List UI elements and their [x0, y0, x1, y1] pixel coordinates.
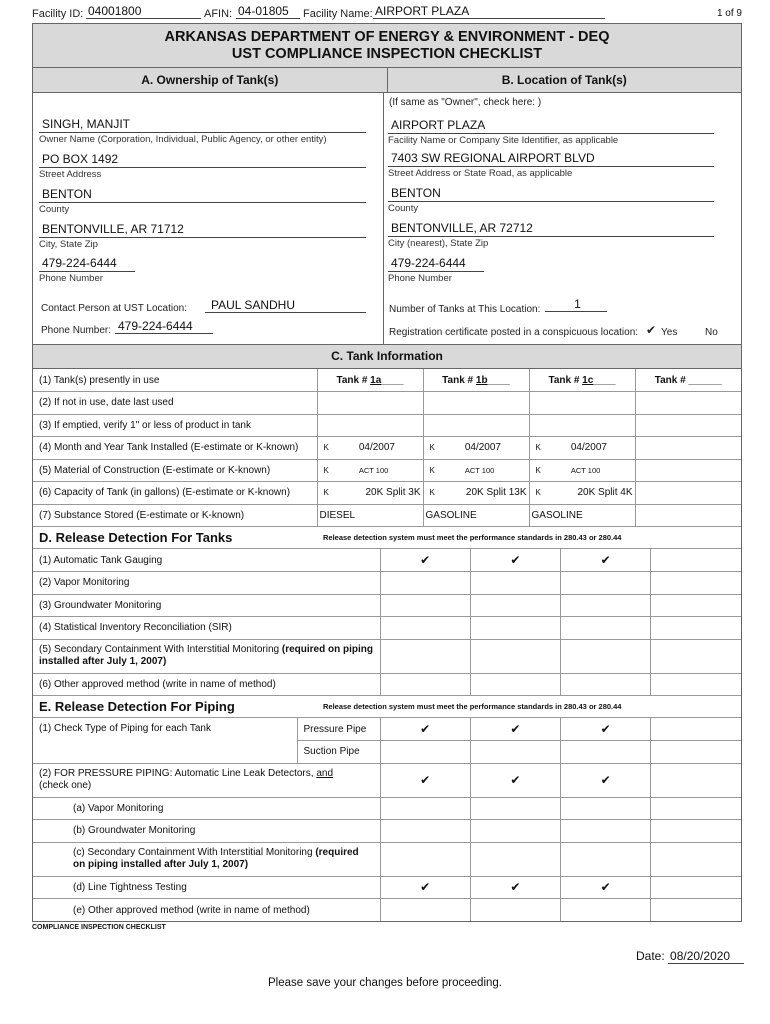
- cell[interactable]: K 04/2007: [423, 437, 529, 460]
- registration-label: Registration certificate posted in a conspicuous location:: [389, 327, 639, 338]
- row-label: (1) Tank(s) presently in use: [33, 369, 317, 392]
- owner-county-field[interactable]: BENTON: [39, 187, 366, 203]
- check-cell[interactable]: [470, 594, 560, 617]
- table-row: [33, 572, 741, 595]
- check-cell[interactable]: [470, 673, 560, 696]
- check-cell[interactable]: [561, 820, 651, 843]
- owner-name-caption: Owner Name (Corporation, Individual, Public Agency, or other entity): [39, 134, 327, 145]
- table-row: [33, 617, 741, 640]
- check-cell[interactable]: [561, 741, 651, 764]
- row-label: (2) Vapor Monitoring: [33, 572, 380, 595]
- check-cell[interactable]: [380, 673, 470, 696]
- row-label: (c) Secondary Containment With Interstitial Monitoring (required on piping installed after July 1, 2007): [33, 842, 380, 876]
- column-divider: [383, 93, 384, 344]
- check-cell[interactable]: [380, 741, 470, 764]
- cell[interactable]: K 04/2007: [317, 437, 423, 460]
- cell[interactable]: [635, 414, 741, 437]
- check-cell[interactable]: [561, 797, 651, 820]
- facility-id-label: Facility ID:: [32, 8, 84, 20]
- check-cell[interactable]: [651, 617, 741, 640]
- form-footer-name: COMPLIANCE INSPECTION CHECKLIST: [32, 924, 166, 931]
- check-cell[interactable]: [380, 639, 470, 673]
- cell[interactable]: [529, 392, 635, 415]
- row-label: (b) Groundwater Monitoring: [33, 820, 380, 843]
- cell[interactable]: [635, 437, 741, 460]
- check-cell[interactable]: ✔: [380, 718, 470, 741]
- check-cell[interactable]: [561, 842, 651, 876]
- row-label: (3) If emptied, verify 1" or less of product in tank: [33, 414, 317, 437]
- table-row: [33, 876, 741, 899]
- tank-1-id[interactable]: 1a: [370, 374, 382, 386]
- row-label: (1) Automatic Tank Gauging: [33, 549, 380, 572]
- check-cell[interactable]: [651, 549, 741, 572]
- check-cell[interactable]: [651, 572, 741, 595]
- check-cell[interactable]: ✔: [380, 763, 470, 797]
- check-cell[interactable]: [651, 842, 741, 876]
- owner-name-field[interactable]: SINGH, MANJIT: [39, 117, 366, 133]
- tank-4-header: Tank # ______: [635, 369, 741, 392]
- registration-no-label: No: [705, 327, 718, 338]
- cell[interactable]: [423, 392, 529, 415]
- location-name-group: [388, 118, 714, 146]
- cell[interactable]: K 20K Split 4K: [529, 482, 635, 505]
- row-label: (e) Other approved method (write in name of method): [33, 899, 380, 922]
- section-d-note: Release detection system must meet the performance standards in 280.43 or 280.44: [323, 533, 622, 542]
- cell[interactable]: [635, 459, 741, 482]
- check-cell[interactable]: [651, 639, 741, 673]
- contact-phone-field[interactable]: 479-224-6444: [115, 319, 213, 334]
- facility-name-label: Facility Name:: [303, 8, 373, 20]
- check-cell[interactable]: [380, 820, 470, 843]
- check-cell[interactable]: [380, 797, 470, 820]
- table-row: [33, 459, 741, 482]
- cell[interactable]: K ACT 100: [529, 459, 635, 482]
- check-cell[interactable]: [380, 899, 470, 922]
- row-label: (5) Secondary Containment With Interstitial Monitoring (required on piping installed after July 1, 2007): [33, 639, 380, 673]
- check-cell[interactable]: [470, 842, 560, 876]
- check-cell[interactable]: [380, 594, 470, 617]
- check-cell[interactable]: [651, 899, 741, 922]
- row-label: (6) Capacity of Tank (in gallons) (E-estimate or K-known): [33, 482, 317, 505]
- checklist-form: [32, 23, 742, 922]
- check-cell[interactable]: [561, 572, 651, 595]
- row-label: (6) Other approved method (write in name of method): [33, 673, 380, 696]
- check-cell[interactable]: ✔: [561, 549, 651, 572]
- check-cell[interactable]: [380, 617, 470, 640]
- owner-street-field[interactable]: PO BOX 1492: [39, 152, 366, 168]
- check-cell[interactable]: [651, 797, 741, 820]
- table-row: [33, 899, 741, 922]
- afin-field[interactable]: 04-01805: [236, 4, 300, 19]
- check-cell[interactable]: ✔: [380, 549, 470, 572]
- page-indicator: 1 of 9: [716, 8, 742, 19]
- cell[interactable]: DIESEL: [317, 504, 423, 527]
- title-line-1: ARKANSAS DEPARTMENT OF ENERGY & ENVIRONMENT - DEQ: [164, 29, 610, 45]
- location-street-field[interactable]: 7403 SW REGIONAL AIRPORT BLVD: [388, 151, 714, 167]
- check-cell[interactable]: [470, 741, 560, 764]
- section-b-title: B. Location of Tank(s): [501, 73, 627, 87]
- owner-city-group: [39, 222, 366, 250]
- owner-name-group: [39, 117, 366, 145]
- table-row: [33, 763, 741, 797]
- registration-yes-label: Yes: [661, 327, 678, 338]
- table-row: [33, 482, 741, 505]
- piping-release-table: [33, 718, 741, 921]
- number-of-tanks-field[interactable]: 1: [545, 297, 607, 312]
- check-cell[interactable]: [651, 594, 741, 617]
- location-name-field[interactable]: AIRPORT PLAZA: [388, 118, 714, 134]
- cell[interactable]: [635, 392, 741, 415]
- location-phone-group: [388, 256, 484, 284]
- check-cell[interactable]: ✔: [470, 876, 560, 899]
- table-row: [33, 842, 741, 876]
- location-city-caption: City (nearest), State Zip: [388, 238, 489, 249]
- section-e-note: Release detection system must meet the performance standards in 280.43 or 280.44: [323, 702, 622, 711]
- location-phone-field[interactable]: 479-224-6444: [388, 256, 484, 272]
- table-row: [33, 392, 741, 415]
- section-c-title: C. Tank Information: [33, 345, 741, 369]
- section-ab-header: [33, 68, 741, 93]
- owner-phone-field[interactable]: 479-224-6444: [39, 256, 135, 272]
- check-cell[interactable]: [470, 572, 560, 595]
- row-label: (7) Substance Stored (E-estimate or K-known): [33, 504, 317, 527]
- tank-3-id[interactable]: 1c: [582, 374, 594, 386]
- row-label: (1) Check Type of Piping for each Tank: [33, 718, 297, 763]
- check-cell[interactable]: ✔: [470, 549, 560, 572]
- check-cell[interactable]: [561, 639, 651, 673]
- location-street-caption: Street Address or State Road, as applicable: [388, 168, 573, 179]
- check-cell[interactable]: [561, 594, 651, 617]
- owner-street-group: [39, 152, 366, 180]
- tank-4-id[interactable]: ______: [688, 374, 722, 386]
- row-label: (3) Groundwater Monitoring: [33, 594, 380, 617]
- date-field[interactable]: 08/20/2020: [668, 949, 744, 964]
- check-cell[interactable]: [651, 820, 741, 843]
- tank-info-table: [33, 369, 741, 527]
- check-cell[interactable]: [651, 718, 741, 741]
- cell[interactable]: [635, 482, 741, 505]
- check-cell[interactable]: ✔: [470, 763, 560, 797]
- cell[interactable]: [529, 414, 635, 437]
- check-cell[interactable]: ✔: [380, 876, 470, 899]
- date-group: [636, 949, 744, 964]
- contact-person-label: Contact Person at UST Location:: [41, 303, 188, 314]
- row-label: (d) Line Tightness Testing: [33, 876, 380, 899]
- owner-street-caption: Street Address: [39, 169, 102, 180]
- check-cell[interactable]: [651, 673, 741, 696]
- cell[interactable]: [423, 414, 529, 437]
- location-phone-caption: Phone Number: [388, 273, 452, 284]
- ownership-location-block: [33, 93, 741, 345]
- table-row: [33, 414, 741, 437]
- cell[interactable]: [317, 392, 423, 415]
- cell[interactable]: GASOLINE: [529, 504, 635, 527]
- location-name-caption: Facility Name or Company Site Identifier, as applicable: [388, 135, 619, 146]
- location-county-group: [388, 186, 714, 214]
- facility-name-field[interactable]: AIRPORT PLAZA: [373, 4, 605, 19]
- owner-phone-caption: Phone Number: [39, 273, 103, 284]
- table-row: [33, 673, 741, 696]
- tank-release-table: [33, 549, 741, 696]
- row-label: (4) Statistical Inventory Reconciliation (SIR): [33, 617, 380, 640]
- cell[interactable]: K ACT 100: [423, 459, 529, 482]
- tank-2-id[interactable]: 1b: [475, 374, 488, 386]
- same-as-owner-note: (If same as "Owner", check here: ): [389, 97, 542, 108]
- tank-3-header: Tank # 1c____: [529, 369, 635, 392]
- check-cell[interactable]: ✔: [561, 718, 651, 741]
- header-line: [32, 4, 742, 22]
- check-cell[interactable]: [470, 899, 560, 922]
- cell[interactable]: [635, 504, 741, 527]
- section-d-header: [33, 527, 741, 549]
- check-cell[interactable]: [651, 876, 741, 899]
- row-label: (4) Month and Year Tank Installed (E-estimate or K-known): [33, 437, 317, 460]
- row-label: (2) FOR PRESSURE PIPING: Automatic Line Leak Detectors, and (check one): [33, 763, 380, 797]
- location-street-group: [388, 151, 714, 179]
- section-e-title: E. Release Detection For Piping: [39, 699, 235, 714]
- save-message: Please save your changes before proceeding.: [268, 977, 502, 989]
- suction-pipe-label: Suction Pipe: [297, 741, 380, 764]
- facility-id-field[interactable]: 04001800: [86, 4, 201, 19]
- row-label: (a) Vapor Monitoring: [33, 797, 380, 820]
- owner-county-caption: County: [39, 204, 70, 215]
- row-label: (2) If not in use, date last used: [33, 392, 317, 415]
- section-a-title: A. Ownership of Tank(s): [33, 68, 388, 92]
- table-row: [33, 594, 741, 617]
- check-cell[interactable]: ✔: [561, 876, 651, 899]
- location-city-group: [388, 221, 714, 249]
- check-cell[interactable]: [470, 797, 560, 820]
- cell[interactable]: K 04/2007: [529, 437, 635, 460]
- check-cell[interactable]: [651, 741, 741, 764]
- table-row: [33, 639, 741, 673]
- cell[interactable]: K 20K Split 3K: [317, 482, 423, 505]
- check-cell[interactable]: [380, 842, 470, 876]
- check-cell[interactable]: [651, 763, 741, 797]
- date-label: Date:: [636, 949, 665, 963]
- table-row: [33, 718, 741, 741]
- owner-city-caption: City, State Zip: [39, 239, 98, 250]
- location-county-caption: County: [388, 203, 419, 214]
- cell[interactable]: K ACT 100: [317, 459, 423, 482]
- owner-county-group: [39, 187, 366, 215]
- table-row: [33, 504, 741, 527]
- cell[interactable]: K 20K Split 13K: [423, 482, 529, 505]
- cell[interactable]: [317, 414, 423, 437]
- check-cell[interactable]: ✔: [561, 763, 651, 797]
- section-e-header: [33, 696, 741, 718]
- tank-1-header: Tank # 1a____: [317, 369, 423, 392]
- number-of-tanks-label: Number of Tanks at This Location:: [389, 304, 541, 315]
- owner-city-field[interactable]: BENTONVILLE, AR 71712: [39, 222, 366, 238]
- cell[interactable]: GASOLINE: [423, 504, 529, 527]
- table-row: [33, 820, 741, 843]
- contact-phone-label: Phone Number:: [41, 325, 112, 336]
- afin-label: AFIN:: [204, 8, 233, 20]
- registration-yes-check[interactable]: ✔: [646, 323, 657, 337]
- contact-person-field[interactable]: PAUL SANDHU: [205, 298, 366, 313]
- check-cell[interactable]: [470, 820, 560, 843]
- check-cell[interactable]: [561, 673, 651, 696]
- title-line-2: UST COMPLIANCE INSPECTION CHECKLIST: [231, 46, 543, 62]
- check-cell[interactable]: ✔: [470, 718, 560, 741]
- check-cell[interactable]: [470, 617, 560, 640]
- table-row: [33, 369, 741, 392]
- form-title: [33, 24, 741, 68]
- table-row: [33, 549, 741, 572]
- location-city-field[interactable]: BENTONVILLE, AR 72712: [388, 221, 714, 237]
- location-county-field[interactable]: BENTON: [388, 186, 714, 202]
- table-row: [33, 797, 741, 820]
- tank-2-header: Tank # 1b____: [423, 369, 529, 392]
- pressure-pipe-label: Pressure Pipe: [297, 718, 380, 741]
- check-cell[interactable]: [561, 899, 651, 922]
- check-cell[interactable]: [470, 639, 560, 673]
- table-row: [33, 437, 741, 460]
- check-cell[interactable]: [561, 617, 651, 640]
- owner-phone-group: [39, 256, 135, 284]
- section-d-title: D. Release Detection For Tanks: [39, 530, 233, 545]
- check-cell[interactable]: [380, 572, 470, 595]
- row-label: (5) Material of Construction (E-estimate or K-known): [33, 459, 317, 482]
